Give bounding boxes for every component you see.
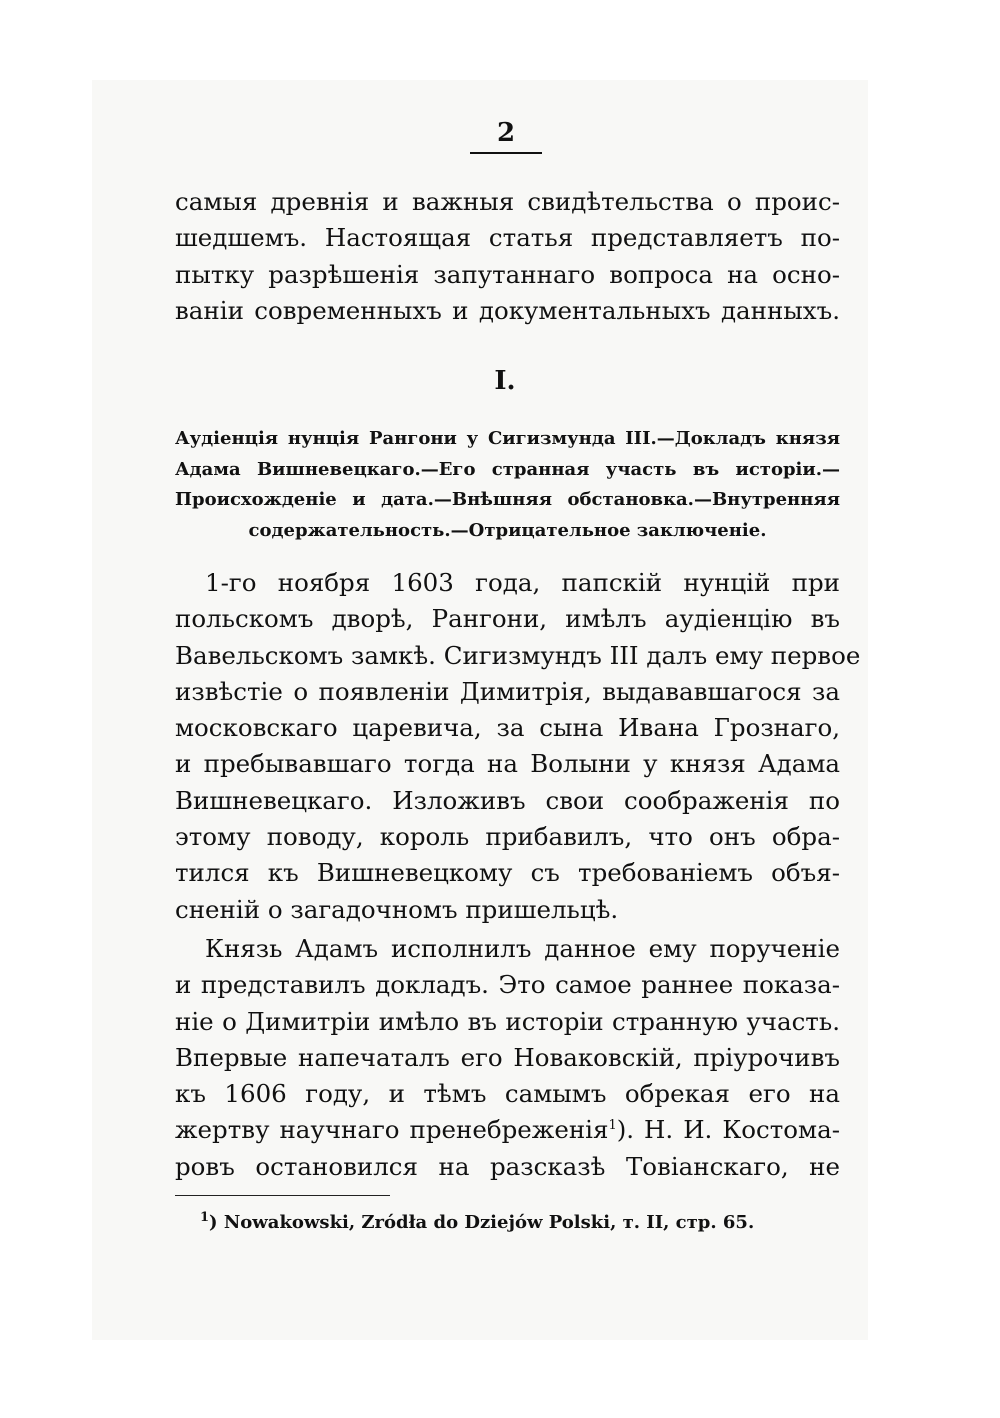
text-fragment: жертву научнаго пренебреженія bbox=[175, 1115, 609, 1145]
summary-line: Адама Вишневецкаго.—Его странная участь въ исторіи.— bbox=[175, 458, 840, 480]
body-paragraph-2 bbox=[175, 931, 840, 1185]
text-line: и представилъ докладъ. Это самое раннее показа- bbox=[175, 970, 840, 1000]
text-line: московскаго царевича, за сына Ивана Грознаго, bbox=[175, 713, 840, 743]
summary-line: Происхожденіе и дата.—Внѣшняя обстановка.—Внутренняя bbox=[175, 489, 840, 510]
text-line: ніе о Димитріи имѣло въ исторіи странную участь. bbox=[175, 1006, 840, 1036]
text-line: Вишневецкаго. Изложивъ свои соображенія по bbox=[175, 785, 840, 815]
text-line: польскомъ дворѣ, Рангони, имѣлъ аудіенцію въ bbox=[175, 604, 840, 634]
footnote-divider bbox=[175, 1195, 390, 1196]
text-line: ровъ остановился на разсказѣ Товіанскаго, не bbox=[175, 1151, 840, 1181]
page-number: 2 bbox=[470, 118, 542, 154]
text-line: этому поводу, король прибавилъ, что онъ обра- bbox=[175, 822, 840, 852]
text-line: самыя древнія и важныя свидѣтельства о проис- bbox=[175, 187, 840, 216]
text-line: и пребывавшаго тогда на Волыни у князя Адама bbox=[175, 749, 840, 779]
summary-line: содержательность.—Отрицательное заключеніе. bbox=[248, 519, 767, 541]
text-line: тился къ Вишневецкому съ требованіемъ объя- bbox=[175, 858, 840, 888]
text-line: ваніи современныхъ и документальныхъ данныхъ. bbox=[175, 295, 840, 325]
section-summary bbox=[175, 424, 840, 546]
intro-paragraph bbox=[175, 184, 840, 329]
text-line: извѣстіе о появленіи Димитрія, выдававшагося за bbox=[175, 676, 840, 706]
text-line-with-footnote-ref bbox=[175, 1112, 840, 1148]
text-line: 1-го ноября 1603 года, папскій нунцій при bbox=[205, 568, 840, 597]
text-line: къ 1606 году, и тѣмъ самымъ обрекая его на bbox=[175, 1079, 840, 1109]
footnote-text: Nowakowski, Zródła do Dziejów Polski, т. II, стр. 65. bbox=[223, 1212, 755, 1233]
summary-line: Аудіенція нунція Рангони у Сигизмунда III.—Докладъ князя bbox=[175, 428, 840, 449]
text-fragment: ). Н. И. Костома- bbox=[616, 1115, 841, 1145]
text-line: пытку разрѣшенія запутаннаго вопроса на осно- bbox=[175, 259, 840, 289]
footnote-marker: 1 bbox=[200, 1210, 210, 1225]
body-paragraph-1 bbox=[175, 565, 861, 928]
footnote: $^1$) Nowakowski, Zródła do Dziejów Polski, т. II, стр. 65. bbox=[200, 1210, 755, 1233]
text-line: шедшемъ. Настоящая статья представляетъ по- bbox=[175, 223, 840, 253]
text-line: Князь Адамъ исполнилъ данное ему порученіе bbox=[205, 934, 840, 963]
footnote-reference[interactable]: 1 bbox=[608, 1118, 617, 1134]
text-line: сненій о загадочномъ пришельцѣ. bbox=[175, 894, 619, 924]
section-heading: I. bbox=[494, 366, 516, 396]
text-line: Вавельскомъ замкѣ. Сигизмундъ III далъ ему первое bbox=[175, 640, 861, 670]
text-line: Впервые напечаталъ его Новаковскій, пріурочивъ bbox=[175, 1042, 840, 1072]
